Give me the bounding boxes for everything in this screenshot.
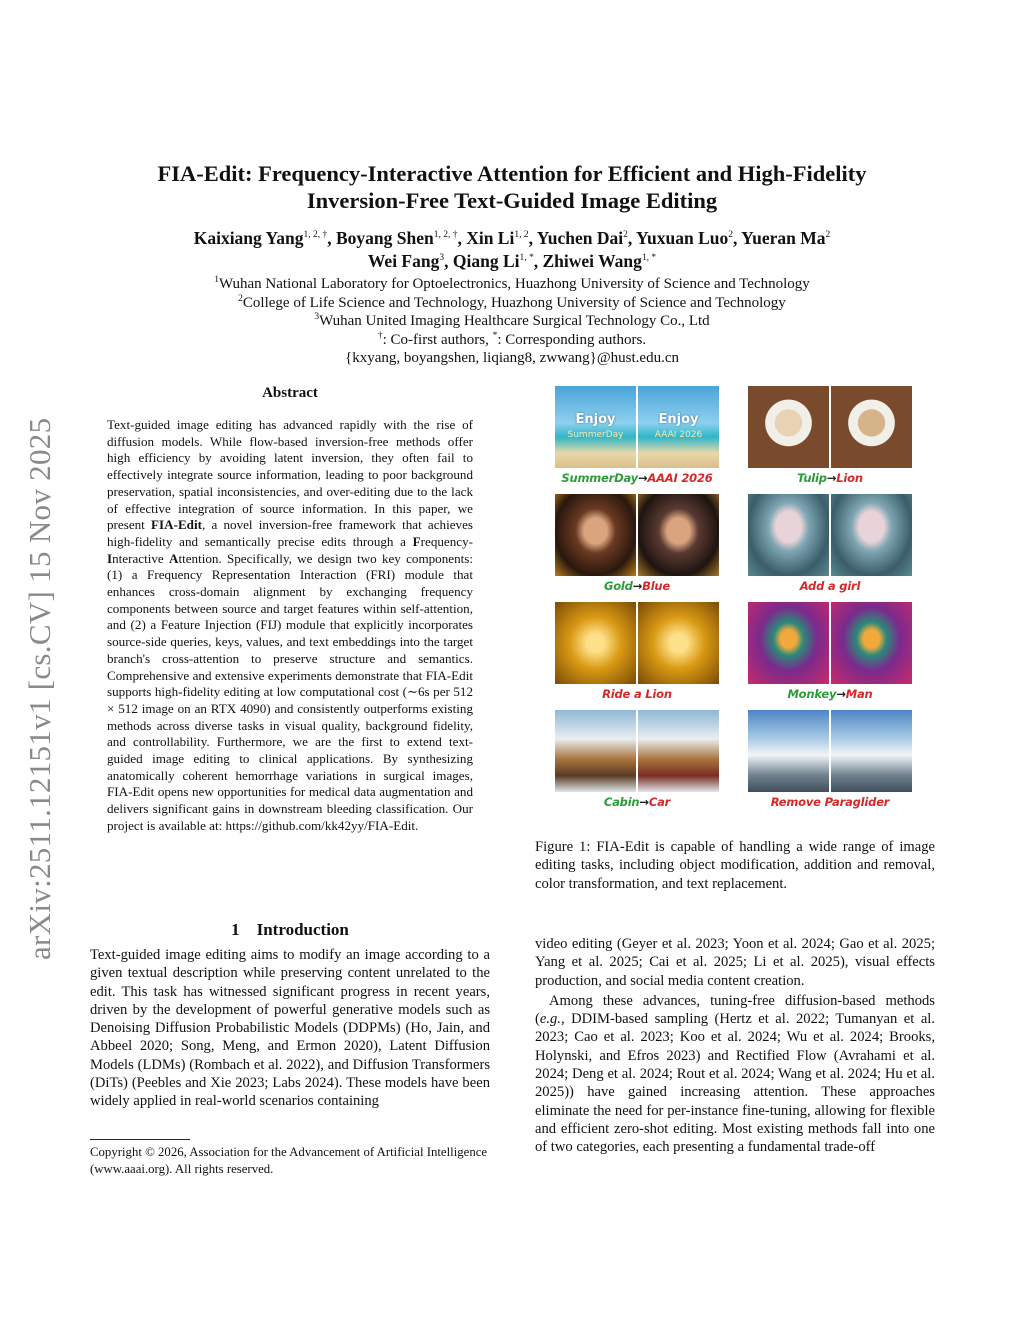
edit-label-7: [555, 795, 719, 809]
author-name: , Yuchen Dai: [528, 228, 624, 248]
author-name: , Qiang Li: [444, 251, 520, 271]
author-mark: 2: [825, 230, 831, 241]
label-source: Cabin: [603, 795, 640, 809]
section-title: Introduction: [256, 920, 349, 939]
note-text: : Co-first authors,: [382, 331, 493, 348]
label-target: Man: [845, 687, 873, 701]
acronym-letter: A: [168, 550, 179, 566]
edit-label-2: [748, 471, 912, 485]
affiliation-3: [60, 312, 964, 331]
author-notes: [60, 331, 964, 350]
dagger-mark: †: [377, 330, 383, 341]
edit-label-4: [748, 579, 912, 593]
author-emails: {kxyang, boyangshen, liqiang8, zwwang}@hust.edu.cn: [345, 350, 679, 366]
image-text: Enjoy: [575, 412, 616, 427]
label-target: Car: [648, 795, 671, 809]
label-source: SummerDay: [561, 471, 638, 485]
author-mark: 2: [623, 230, 628, 241]
author-name: , Xin Li: [457, 228, 515, 248]
edit-label-6: [748, 687, 912, 701]
section-heading: [90, 920, 490, 940]
edit-label-8: [748, 795, 912, 809]
source-image: [748, 386, 829, 468]
paragraph-text: Among these advances, tuning-free diffusion-based methods (: [535, 992, 935, 1028]
label-target: Blue: [642, 579, 671, 593]
intro-left-column: Text-guided image editing aims to modify an image according to a given textual description while preserving content unrelated to the edit. This task has witnessed significant progress in recent years, driven by the development of powerful generative models such as Denoising Diffusion Probabilistic Models (DDPMs) (Ho, Jain, and Abbeel 2020; Song, Meng, and Ermon 2020), Latent Diffusion Models (LDMs) (Rombach et al. 2022), and Diffusion Transformers (DiTs) (Peebles and Xie 2023; Labs 2024). These models have been widely applied in real-world scenarios containing: [90, 947, 490, 1110]
abstract-text: ttention.: [178, 550, 222, 566]
edited-image: [638, 386, 719, 468]
paragraph: [535, 992, 935, 1157]
abstract-text: Text-guided image editing has advanced rapidly with the rise of diffusion models. While flow-based inversion-free methods offer high efficiency by avoiding latent inversion, they often fail to effectively integrate source information, leading to poor background preservation, spatial inconsistencies, and over-editing due to the lack of effective integration of source information. In this paper, we present: [107, 417, 473, 533]
label-source: Gold: [603, 579, 633, 593]
affiliation-1: [60, 275, 964, 294]
image-pair-remove-paraglider: [748, 710, 912, 792]
author-line-1: [60, 227, 964, 250]
star-mark: *: [492, 330, 498, 341]
edited-image: [831, 602, 912, 684]
label-source: Monkey: [787, 687, 837, 701]
source-image: [555, 710, 636, 792]
edit-label-5: [555, 687, 719, 701]
label-target: Ride a Lion: [602, 687, 672, 701]
paragraph: video editing (Geyer et al. 2023; Yoon et al. 2024; Gao et al. 2025; Yang et al. 2025; Cai et al. 2025; Li et al. 2025), visual effects production, and social media content creation.: [535, 936, 935, 989]
image-pair-add-girl: [748, 494, 912, 576]
arxiv-identifier: arXiv:2511.12151v1 [cs.CV] 15 Nov 2025: [22, 417, 57, 960]
edited-image: [831, 710, 912, 792]
affil-mark: 3: [314, 312, 320, 322]
author-name: , Boyang Shen: [327, 228, 434, 248]
author-mark: 1, 2: [514, 230, 529, 241]
image-text: AAAI 2026: [654, 430, 703, 440]
label-target: Add a girl: [799, 579, 861, 593]
author-mark: 3: [439, 253, 445, 264]
image-pair-gold-blue: [555, 494, 719, 576]
emphasis: e.g.: [539, 1011, 561, 1028]
arrow-icon: →: [632, 579, 643, 593]
author-name: Kaixiang Yang: [193, 228, 304, 248]
abstract-text: Specifically, we design two key components: (1) a Frequency Representation Interaction (FRI) module that enhances cross-domain alignment by exchanging frequency components between source and target features within self-attention, and (2) a Feature Injection (FIJ) module that explicitly incorporates source-side queries, keys, values, and text embeddings into the target branch's cross-attention to preserve structure and semantics. Comprehensive and extensive experiments demonstrate that FIA-Edit supports high-fidelity editing at low computational cost (∼6s per 512 × 512 image on an RTX 4090) and consistently outperforms existing methods across diverse tasks in visual quality, background fidelity, and controllability. Furthermore, we are the first to extend text-guided image editing to clinical applications. By synthesizing anatomically coherent hemorrhage variations in surgical images, FIA-Edit opens new opportunities for medical data augmentation and delivers significant gains in downstream bleeding classification. Our project is available at: https://github.com/kk42yy/FIA-Edit.: [107, 550, 474, 833]
affil-text: Wuhan National Laboratory for Optoelectronics, Huazhong University of Science and Technology: [218, 276, 810, 292]
acronym-letter: F: [412, 533, 421, 549]
affil-text: College of Life Science and Technology, Huazhong University of Science and Technology: [242, 294, 786, 311]
label-source: Tulip: [797, 471, 827, 485]
acronym-letter: I: [107, 550, 113, 566]
arrow-icon: →: [639, 795, 649, 809]
abstract-text: nteractive: [112, 550, 169, 566]
arrow-icon: →: [826, 471, 837, 485]
source-image: [748, 494, 829, 576]
abstract-text: requency-: [420, 533, 473, 549]
author-name: , Yueran Ma: [732, 228, 826, 248]
image-pair-ride-lion: [555, 602, 719, 684]
source-image: [748, 710, 829, 792]
copyright-footnote: Copyright © 2026, Association for the Advancement of Artificial Intelligence (www.aaai.org). All rights reserved.: [90, 1145, 488, 1176]
edited-image: [638, 602, 719, 684]
author-name: , Yuxuan Luo: [627, 228, 729, 248]
edit-label-3: [555, 579, 719, 593]
footnote-rule: [90, 1139, 190, 1140]
image-pair-cabin-car: [555, 710, 719, 792]
author-mark: 1, *: [641, 253, 657, 264]
section-number: 1: [231, 920, 240, 939]
abstract-body: [107, 417, 473, 835]
arrow-icon: →: [836, 687, 846, 701]
author-mark: 2: [728, 230, 733, 241]
title-line-1: FIA-Edit: Frequency-Interactive Attention for Efficient and High-Fidelity: [157, 161, 867, 186]
label-target: Lion: [836, 471, 863, 485]
image-text: SummerDay: [567, 430, 624, 440]
source-image: [555, 494, 636, 576]
affil-text: Wuhan United Imaging Healthcare Surgical Technology Co., Ltd: [319, 313, 710, 329]
edited-image: [831, 494, 912, 576]
author-list: [60, 227, 964, 273]
author-mark: 1, 2, †: [303, 230, 328, 241]
edited-image: [831, 386, 912, 468]
author-name: Wei Fang: [367, 251, 440, 271]
edit-label-1: [555, 471, 719, 485]
author-name: , Zhiwei Wang: [533, 251, 642, 271]
source-image: [555, 386, 636, 468]
image-text: Enjoy: [658, 412, 699, 427]
note-text: : Corresponding authors.: [497, 331, 647, 348]
label-target: AAAI 2026: [647, 471, 713, 485]
abstract-heading: Abstract: [262, 385, 318, 401]
edited-image: [638, 494, 719, 576]
arrow-icon: →: [637, 471, 648, 485]
source-image: [555, 602, 636, 684]
affil-mark: 1: [214, 275, 219, 285]
author-mark: 1, 2, †: [433, 230, 458, 241]
source-image: [748, 602, 829, 684]
paragraph-text: , DDIM-based sampling (Hertz et al. 2022; Tumanyan et al. 2023; Cao et al. 2023; Koo et al. 2024; Wu et al. 2024; Brooks, Holynski, and Efros 2023) and Rectified Flow (Avrahami et al. 2024; Deng et al. 2024; Rout et al. 2024; Wang et al. 2024; Hu et al. 2025)) have gained increasing attention. These approaches eliminate the need for per-instance fine-tuning, allowing for flexible and efficient zero-shot editing. Most existing methods fall into one of two categories, each presenting a fundamental trade-off: [535, 1011, 935, 1156]
affiliation-2: [60, 294, 964, 313]
intro-right-column: [535, 935, 935, 1157]
edited-image: [638, 710, 719, 792]
label-target: Remove Paraglider: [770, 795, 890, 809]
affil-mark: 2: [238, 293, 243, 304]
method-name: FIA-Edit: [151, 517, 202, 533]
author-mark: 1, *: [519, 253, 534, 264]
image-pair-tulip-lion: [748, 386, 912, 468]
paper-title: [60, 160, 964, 214]
image-pair-summerday: [555, 386, 719, 468]
title-line-2: Inversion-Free Text-Guided Image Editing: [306, 188, 718, 213]
affiliations: [60, 275, 964, 368]
image-pair-monkey-man: [748, 602, 912, 684]
author-line-2: [60, 250, 964, 273]
figure-caption: Figure 1: FIA-Edit is capable of handling a wide range of image editing tasks, including object modification, addition and removal, color transformation, and text replacement.: [535, 839, 935, 892]
abstract-text: , a novel inversion-free framework that achieves high-fidelity and semantically precise edits through a: [107, 517, 473, 549]
